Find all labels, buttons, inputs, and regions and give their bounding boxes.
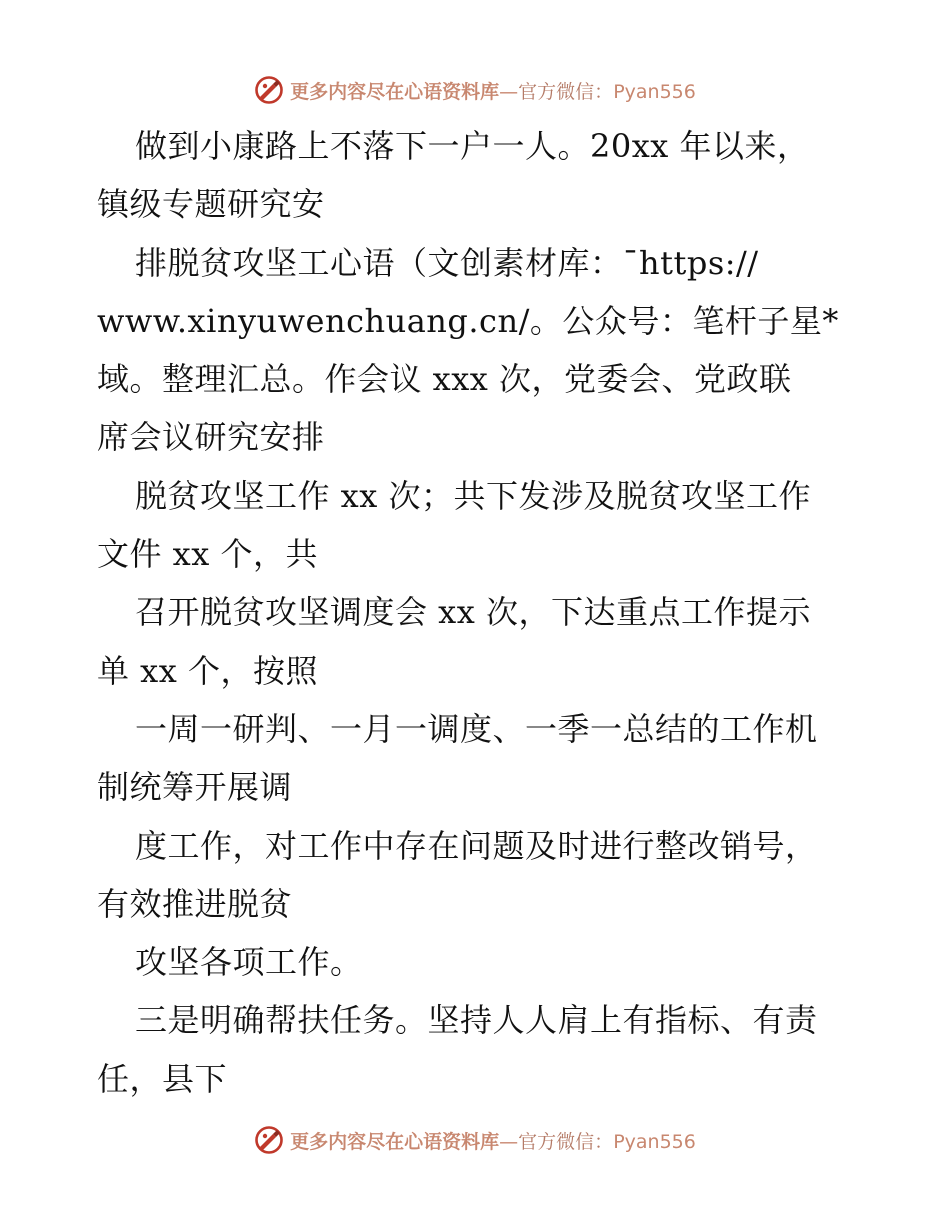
watermark-sub: 官方微信： [518, 80, 614, 103]
pen-logo-icon [254, 1125, 284, 1155]
text-line: 制统筹开展调 [97, 768, 293, 807]
text-line: 做到小康路上不落下一户一人。20xx 年以来， [135, 127, 810, 165]
watermark-text [290, 1127, 696, 1154]
text-line: 度工作，对工作中存在问题及时进行整改销号， [135, 826, 818, 865]
watermark-dash: — [499, 80, 519, 103]
watermark-main: 更多内容尽在心语资料库 [290, 80, 500, 103]
text-line: 任，县下 [97, 1059, 228, 1098]
watermark-text [290, 77, 696, 104]
header-watermark [0, 70, 950, 110]
text-line: www.xinyuwenchuang.cn/。公众号：笔杆子星* [97, 301, 839, 340]
watermark-id: Pyan556 [613, 80, 696, 103]
watermark-id: Pyan556 [613, 1130, 696, 1153]
watermark-main: 更多内容尽在心语资料库 [290, 1130, 500, 1153]
text-line: 排脱贫攻坚工心语（文创素材库：¯https:// [135, 243, 759, 282]
text-line: 席会议研究安排 [97, 418, 325, 457]
text-line: 召开脱贫攻坚调度会 xx 次，下达重点工作提示 [135, 593, 811, 632]
text-line: 攻坚各项工作。 [135, 943, 363, 982]
text-line: 镇级专题研究安 [97, 185, 325, 224]
text-line: 文件 xx 个，共 [97, 535, 318, 574]
watermark-dash: — [499, 1130, 519, 1153]
watermark-sub: 官方微信： [518, 1130, 614, 1153]
footer-watermark [0, 1120, 950, 1160]
text-line: 有效推进脱贫 [97, 884, 293, 923]
text-line: 域。整理汇总。作会议 xxx 次，党委会、党政联 [97, 360, 792, 399]
text-line: 一周一研判、一月一调度、一季一总结的工作机 [135, 709, 818, 748]
document-body [97, 117, 877, 1108]
text-line: 单 xx 个，按照 [97, 651, 318, 690]
text-line: 三是明确帮扶任务。坚持人人肩上有指标、有责 [135, 1001, 818, 1040]
text-line: 脱贫攻坚工作 xx 次；共下发涉及脱贫攻坚工作 [135, 476, 811, 515]
pen-logo-icon [254, 75, 284, 105]
